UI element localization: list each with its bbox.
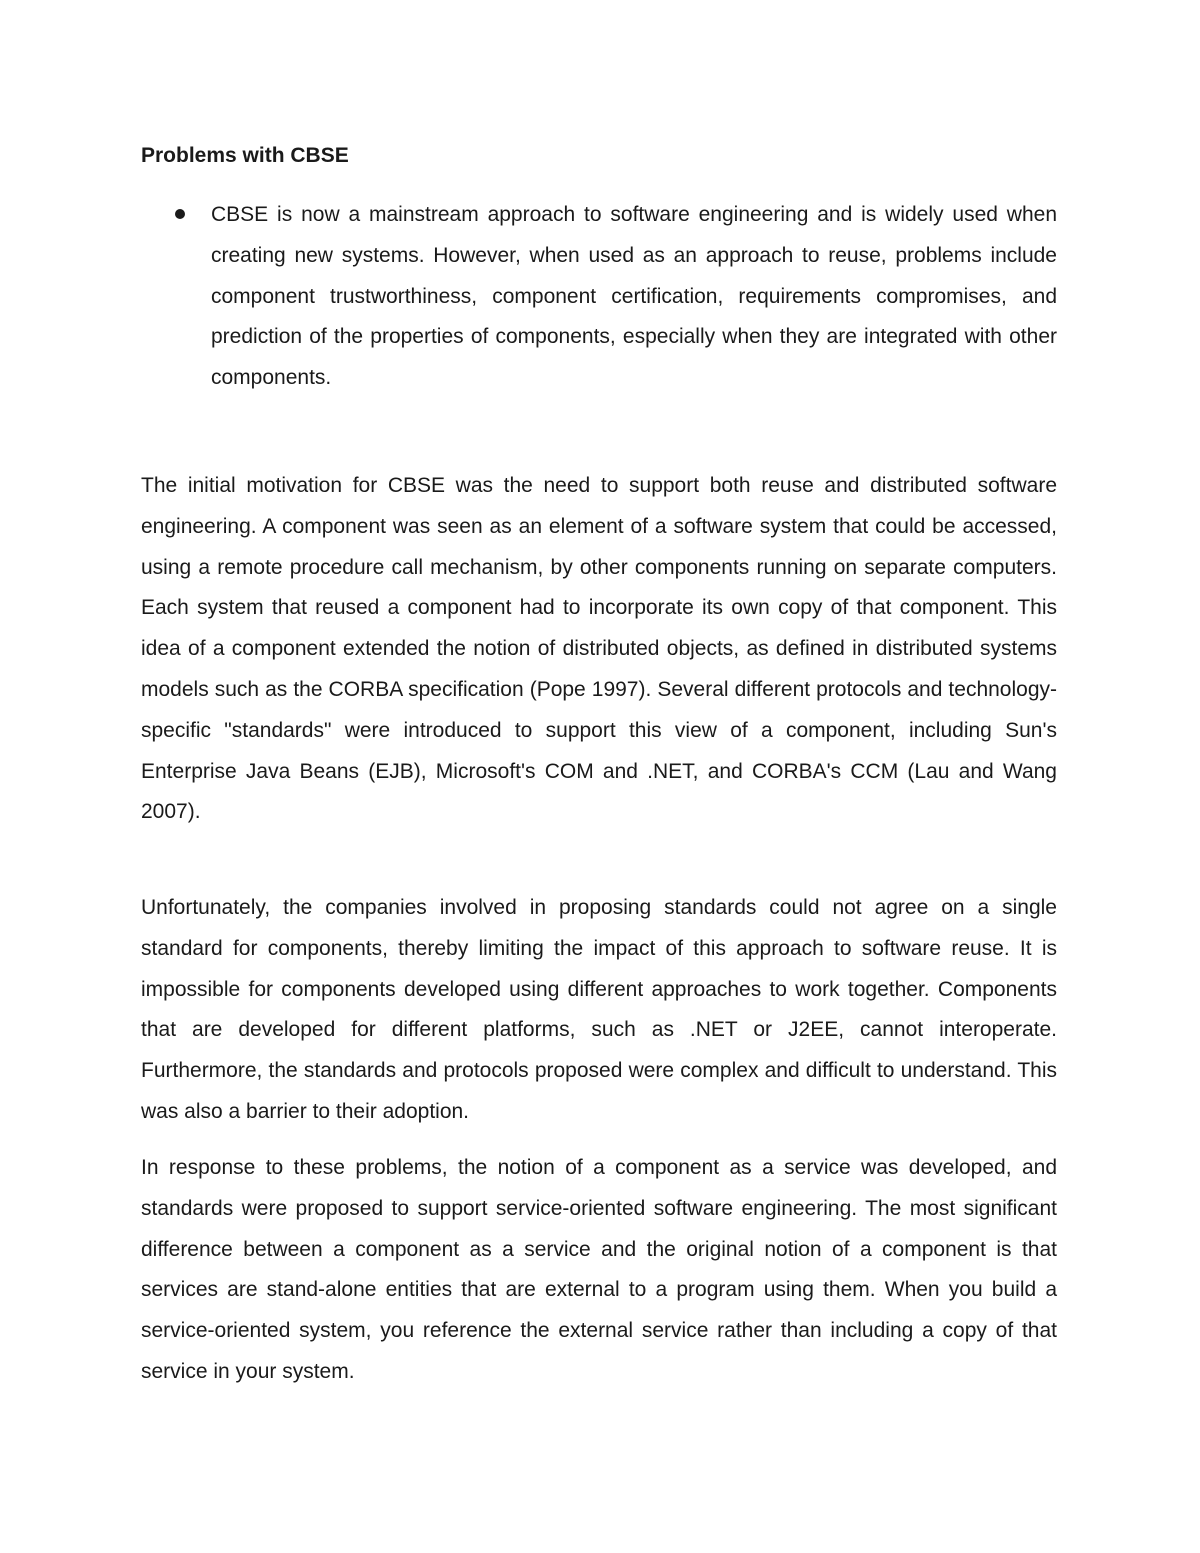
bullet-item: [141, 195, 1057, 399]
paragraph-initial-motivation: The initial motivation for CBSE was the need to support both reuse and distributed software engineering. A component was seen as an element of a software system that could be accessed, using a remote procedure call mechanism, by other components running on separate computers. Each system that reused a component had to incorporate its own copy of that component. This idea of a component extended the notion of distributed objects, as defined in distributed systems models such as the CORBA specification (Pope 1997). Several different protocols and technology-specific "standards" were introduced to support this view of a component, including Sun's Enterprise Java Beans (EJB), Microsoft's COM and .NET, and CORBA's CCM (Lau and Wang 2007).: [141, 474, 1057, 824]
bullet-list: [141, 195, 1057, 399]
paragraph-standards-problem: Unfortunately, the companies involved in proposing standards could not agree on a single standard for components, thereby limiting the impact of this approach to software reuse. It is impossible for components developed using different approaches to work together. Components that are developed for different platforms, such as .NET or J2EE, cannot interoperate. Furthermore, the standards and protocols proposed were complex and difficult to understand. This was also a barrier to their adoption.: [141, 896, 1057, 1123]
bullet-text: CBSE is now a mainstream approach to software engineering and is widely used when creating new systems. However, when used as an approach to reuse, problems include component trustworthiness, component certification, requirements compromises, and prediction of the properties of components, especially when they are integrated with other components.: [211, 203, 1057, 390]
bullet-icon: [175, 209, 185, 219]
paragraph-component-as-service: In response to these problems, the notion of a component as a service was developed, and standards were proposed to support service-oriented software engineering. The most significant difference between a component as a service and the original notion of a component is that services are stand-alone entities that are external to a program using them. When you build a service-oriented system, you reference the external service rather than including a copy of that service in your system.: [141, 1156, 1057, 1383]
section-heading: Problems with CBSE: [141, 144, 349, 167]
